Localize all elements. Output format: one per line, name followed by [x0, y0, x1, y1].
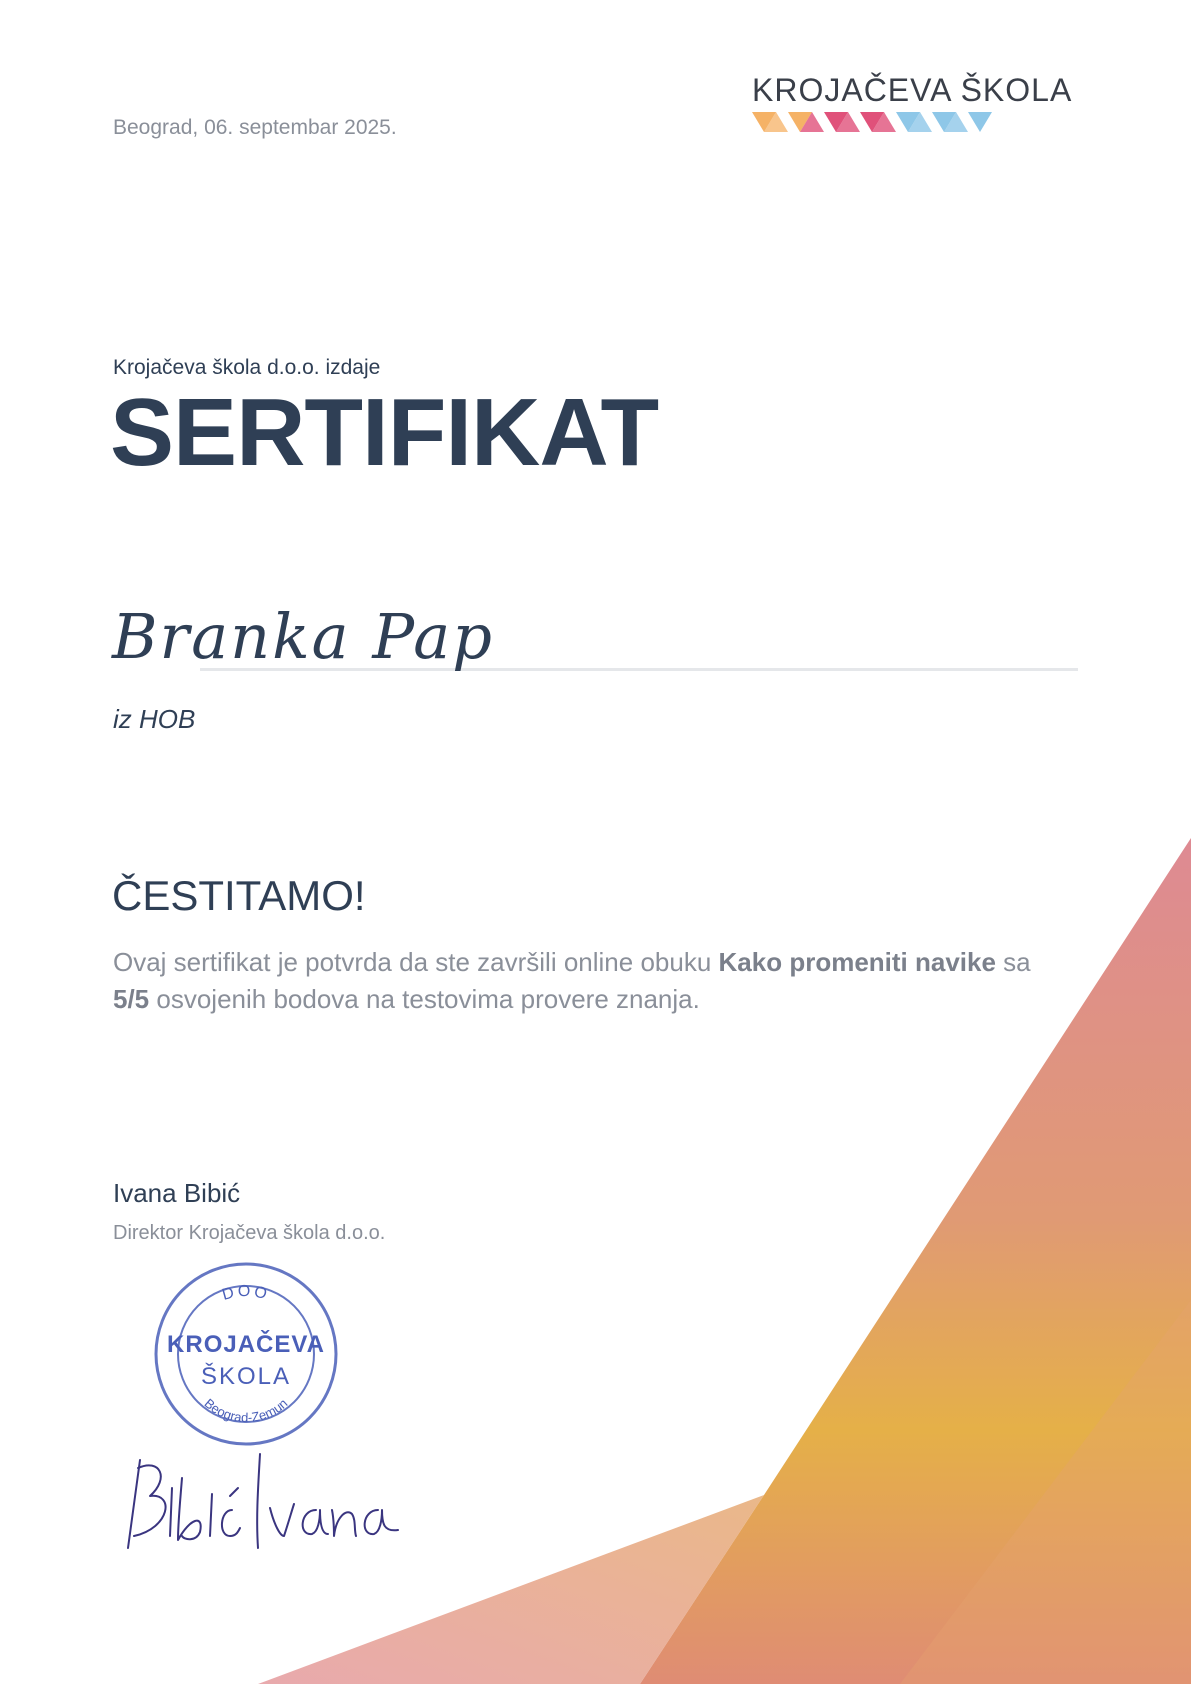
certificate-title: SERTIFIKAT [110, 379, 659, 486]
signatory-role: Direktor Krojačeva škola d.o.o. [113, 1222, 386, 1244]
score: 5/5 [113, 984, 150, 1014]
svg-text:Beograd-Zemun [202, 1395, 291, 1425]
certificate-body [113, 944, 1053, 1018]
logo-triangles-icon [752, 112, 1002, 136]
logo-text: KROJAČEVA ŠKOLA [752, 72, 1073, 108]
signatory-name: Ivana Bibić [113, 1178, 241, 1208]
issuer-line: Krojačeva škola d.o.o. izdaje [113, 356, 381, 379]
body-suffix: osvojenih bodova na testovima provere znanja. [156, 984, 700, 1014]
stamp-line2: ŠKOLA [200, 1363, 292, 1390]
body-middle: sa [995, 947, 1031, 977]
svg-text:DOO [220, 1283, 271, 1304]
stamp-line1: KROJAČEVA [167, 1331, 325, 1358]
stamp-bottom-text: Beograd-Zemun [201, 1395, 291, 1426]
handwritten-signature-icon [120, 1448, 400, 1558]
course-name: Kako promeniti navike [718, 947, 996, 977]
issue-date: Beograd, 06. septembar 2025. [113, 116, 397, 139]
congrats-heading: ČESTITAMO! [112, 872, 366, 919]
recipient-name: Branka Pap [112, 600, 494, 673]
brand-logo [752, 72, 1078, 136]
stamp-top-text: DOO [220, 1282, 272, 1304]
company-stamp-icon [148, 1262, 344, 1446]
recipient-organization: iz HOB [113, 704, 196, 734]
body-prefix: Ovaj sertifikat je potvrda da ste završili online obuku [113, 947, 719, 977]
